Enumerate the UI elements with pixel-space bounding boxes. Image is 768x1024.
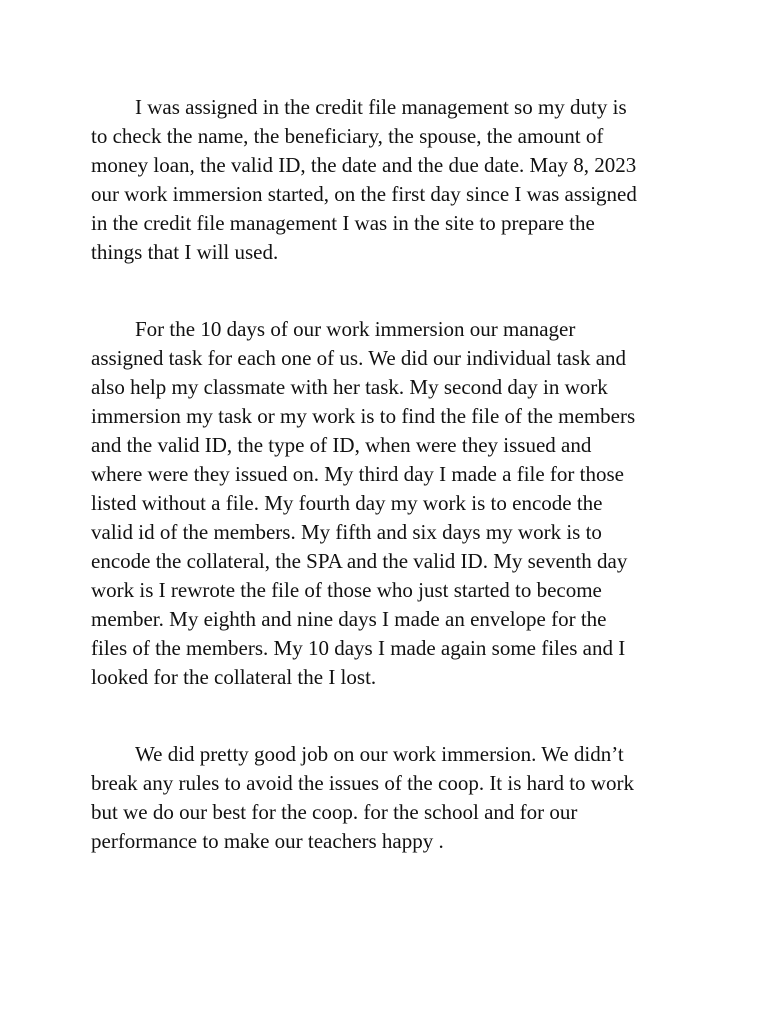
paragraph-daily-tasks: For the 10 days of our work immersion our manager assigned task for each one of us. We did our individual task and also help my classmate with her task. My second day in work immersion my task or my work is to find the file of the members and the valid ID, the type of ID, when were they issued and where were they issued on. My third day I made a file for those listed without a file. My fourth day my work is to encode the valid id of the members. My fifth and six days my work is to encode the collateral, the SPA and the valid ID. My seventh day work is I rewrote the file of those who just started to become member. My eighth and nine days I made an envelope for the files of the members. My 10 days I made again some files and I looked for the collateral the I lost. bbox=[91, 317, 636, 689]
paragraph-reflection: We did pretty good job on our work immersion. We didn’t break any rules to avoid the issues of the coop. It is hard to work but we do our best for the coop. for the school and for our performance to make our teachers happy . bbox=[91, 742, 634, 853]
paragraph-assignment: I was assigned in the credit file management so my duty is to check the name, the beneficiary, the spouse, the amount of money loan, the valid ID, the date and the due date. May 8, 2023 our work immersion started, on the first day since I was assigned in the credit file management I was in the site to prepare the things that I will used. bbox=[91, 95, 637, 264]
document-body bbox=[91, 93, 691, 856]
